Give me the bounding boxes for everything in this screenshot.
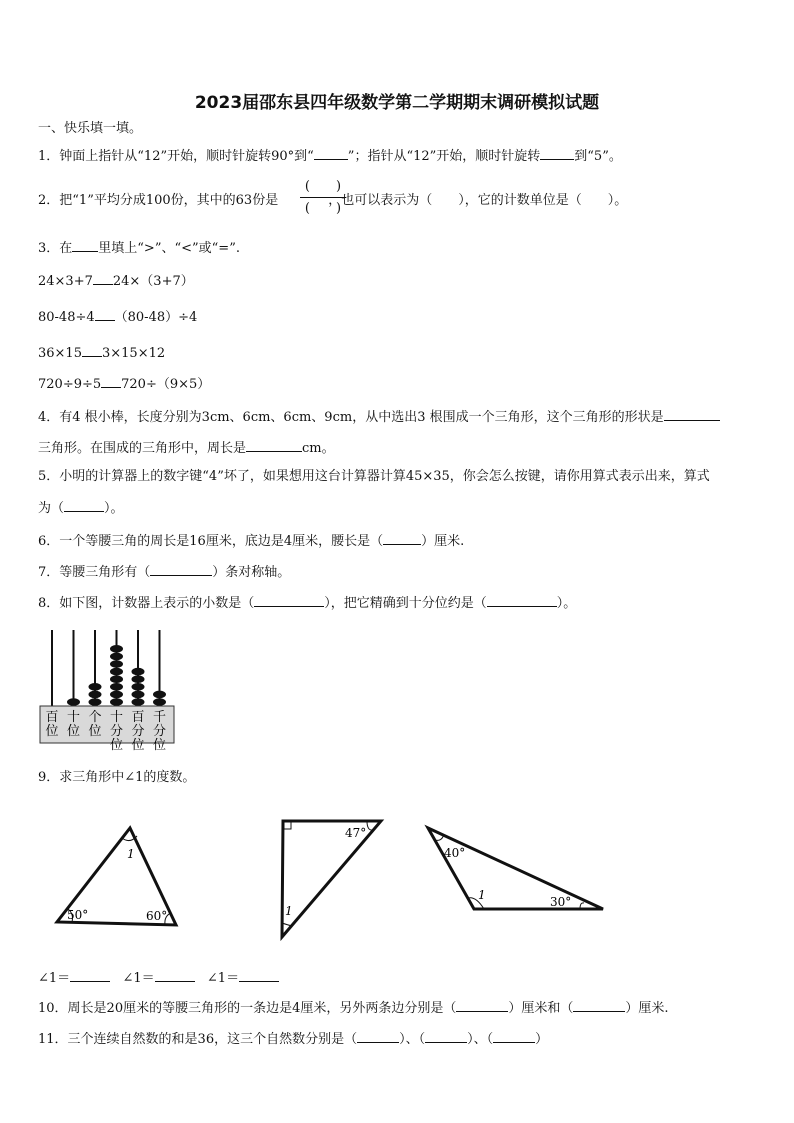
abacus-bead [153, 691, 166, 699]
abacus-bead [110, 645, 123, 653]
answer-blank[interactable] [383, 531, 421, 545]
abacus-bead [132, 668, 145, 676]
compare-row: 80-48÷4 （80-48）÷4 [38, 307, 197, 327]
abacus-bead [89, 683, 102, 691]
angle-label: 30° [550, 895, 572, 909]
angle-label: 50° [67, 908, 89, 922]
abacus-figure [38, 626, 178, 756]
answer-blank[interactable] [239, 968, 279, 982]
abacus-bead [153, 698, 166, 706]
answer-blank[interactable] [664, 407, 720, 421]
triangle-1-figure [50, 822, 185, 932]
abacus-bead [89, 691, 102, 699]
question-1: 1．钟面上指针从“12”开始，顺时针旋转90°到“ ”；指针从“12”开始，顺时针旋转 到“5”。 [38, 146, 622, 166]
answer-blank[interactable] [93, 271, 113, 285]
abacus-bead [110, 698, 123, 706]
answer-blank [72, 238, 98, 252]
answer-blank[interactable] [150, 562, 212, 576]
abacus-place-label: 个 [88, 710, 102, 725]
abacus-bead [89, 698, 102, 706]
abacus-bead [110, 668, 123, 676]
answer-blank[interactable] [246, 438, 302, 452]
fraction-blank[interactable] [300, 178, 346, 217]
angle-label: 40° [444, 846, 466, 860]
fraction-denominator: ( ) [304, 201, 342, 216]
triangle-3 [428, 828, 603, 909]
answer-blank[interactable] [573, 998, 625, 1012]
answer-blank[interactable] [456, 998, 508, 1012]
question-7: 7．等腰三角形有（ ）条对称轴。 [38, 562, 290, 582]
angle-label: 47° [345, 826, 367, 840]
question-11: 11．三个连续自然数的和是36，这三个自然数分别是（ ）、（ ）、（ ） [38, 1029, 548, 1049]
question-3: 3．在 里填上“>”、“<”或“=”. [38, 238, 240, 258]
abacus-bead [110, 683, 123, 691]
compare-row: 36×15 3×15×12 [38, 343, 165, 363]
answer-blank[interactable] [487, 593, 557, 607]
abacus-place-label: 分 [152, 724, 167, 739]
angle-label: 1 [285, 904, 293, 918]
angle-label: 1 [127, 847, 135, 861]
abacus-place-label: 十 [109, 710, 124, 725]
angle-label: 60° [146, 909, 168, 923]
answer-blank[interactable] [70, 968, 110, 982]
compare-row: 24×3+7 24×（3+7） [38, 271, 194, 291]
abacus-bead [132, 683, 145, 691]
abacus-place-label: 位 [131, 738, 145, 753]
answer-blank[interactable] [101, 374, 121, 388]
abacus-bead [132, 691, 145, 699]
question-9-answers: ∠1＝ ∠1＝ ∠1＝ [38, 968, 279, 988]
abacus-bead [110, 660, 123, 668]
question-4: 4．有4 根小棒，长度分别为3cm、6cm、6cm、9cm，从中选出3 根围成一个三角形，这个三角形的形状是 [38, 407, 720, 427]
answer-blank[interactable] [64, 498, 104, 512]
abacus-bead [132, 698, 145, 706]
abacus-bead [110, 675, 123, 683]
question-5: 5．小明的计算器上的数字键“4”坏了，如果想用这台计算器计算45×35，你会怎么按键，请你用算式表示出来，算式 [38, 469, 710, 484]
abacus-bead [67, 698, 80, 706]
compare-row: 720÷9÷5 720÷（9×5） [38, 374, 210, 394]
answer-blank[interactable] [540, 146, 574, 160]
abacus-place-label: 十 [66, 710, 81, 725]
question-6: 6．一个等腰三角的周长是16厘米，底边是4厘米，腰长是（ ）厘米. [38, 531, 464, 551]
answer-blank[interactable] [155, 968, 195, 982]
abacus-place-label: 位 [45, 724, 59, 739]
answer-blank[interactable] [493, 1029, 535, 1043]
abacus-place-label: 分 [109, 724, 124, 739]
question-5-cont: 为（ ）。 [38, 498, 124, 518]
triangle-3-figure [420, 820, 610, 916]
fraction-numerator: ( ) [304, 179, 342, 194]
question-4-cont: 三角形。在围成的三角形中，周长是 cm。 [38, 438, 335, 458]
abacus-beads [67, 645, 166, 706]
abacus-place-label: 分 [131, 724, 145, 739]
abacus-place-label: 位 [109, 738, 124, 753]
abacus-place-label: 百 [45, 710, 59, 725]
abacus-place-label: 百 [131, 710, 145, 725]
abacus-place-label: 位 [152, 738, 167, 753]
answer-blank[interactable] [254, 593, 324, 607]
question-8: 8．如下图，计数器上表示的小数是（ ），把它精确到十分位约是（ ）。 [38, 593, 576, 613]
section-heading: 一、快乐填一填。 [38, 121, 143, 136]
abacus-place-label: 位 [88, 724, 102, 739]
abacus-bead [110, 653, 123, 661]
abacus-bead [110, 691, 123, 699]
abacus-place-label: 千 [152, 710, 167, 725]
abacus-bead [132, 675, 145, 683]
right-angle-mark [284, 822, 291, 829]
question-9: 9．求三角形中∠1的度数。 [38, 770, 196, 785]
page-title: 2023届邵东县四年级数学第二学期期末调研模拟试题 [194, 93, 600, 113]
answer-blank[interactable] [357, 1029, 399, 1043]
answer-blank[interactable] [425, 1029, 467, 1043]
answer-blank[interactable] [82, 343, 102, 357]
abacus-place-label: 位 [66, 724, 81, 739]
answer-blank[interactable] [95, 307, 115, 321]
question-10: 10．周长是20厘米的等腰三角形的一条边是4厘米，另外两条边分别是（ ）厘米和（ ）厘米. [38, 998, 669, 1018]
triangle-2-figure [275, 815, 387, 943]
question-2: 2．把“1”平均分成100份，其中的63份是 ，也可以表示为（ ），它的计数单位是（ ）。 [38, 193, 628, 208]
answer-blank[interactable] [314, 146, 348, 160]
angle-label: 1 [478, 888, 486, 902]
